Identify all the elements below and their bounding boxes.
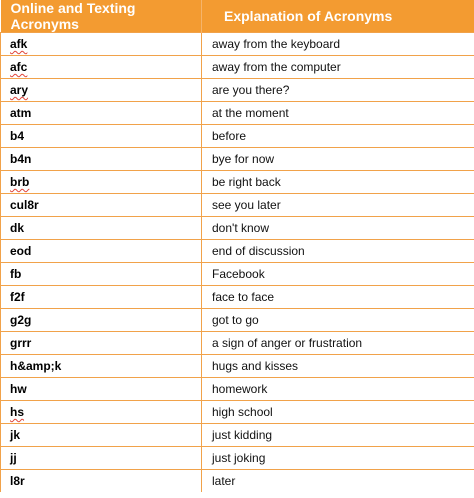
explanation-text: see you later — [212, 198, 281, 212]
acronym-cell — [1, 125, 202, 148]
explanation-text: don't know — [212, 221, 269, 235]
table-row — [1, 148, 474, 171]
table-row — [1, 79, 474, 102]
acronym-text: jj — [10, 451, 17, 465]
explanation-text: a sign of anger or frustration — [212, 336, 363, 350]
acronym-cell — [1, 309, 202, 332]
explanation-cell — [202, 56, 474, 79]
acronym-text: brb — [10, 175, 30, 189]
explanation-cell — [202, 79, 474, 102]
table-row — [1, 125, 474, 148]
acronym-cell — [1, 79, 202, 102]
acronym-text: grrr — [10, 336, 32, 350]
explanation-text: later — [212, 474, 236, 488]
acronym-cell — [1, 470, 202, 493]
acronym-text: g2g — [10, 313, 32, 327]
acronym-text: eod — [10, 244, 32, 258]
acronym-text: afc — [10, 60, 28, 74]
table-row — [1, 33, 474, 56]
acronym-text: hw — [10, 382, 27, 396]
acronym-cell — [1, 148, 202, 171]
acronym-text: b4 — [10, 129, 25, 143]
acronym-text: f2f — [10, 290, 25, 304]
table-row — [1, 401, 474, 424]
acronym-cell — [1, 332, 202, 355]
acronym-text: h&amp;k — [10, 359, 62, 373]
acronym-cell — [1, 401, 202, 424]
explanation-cell — [202, 424, 474, 447]
explanation-text: end of discussion — [212, 244, 305, 258]
explanation-cell — [202, 263, 474, 286]
table-row — [1, 355, 474, 378]
table-row — [1, 240, 474, 263]
table-row — [1, 56, 474, 79]
acronym-cell — [1, 171, 202, 194]
explanation-cell — [202, 332, 474, 355]
acronym-cell — [1, 194, 202, 217]
explanation-text: away from the computer — [212, 60, 341, 74]
explanation-text: before — [212, 129, 247, 143]
table-body — [1, 33, 474, 493]
acronym-text: hs — [10, 405, 25, 419]
acronym-text: ary — [10, 83, 29, 97]
explanation-cell — [202, 171, 474, 194]
table-row — [1, 378, 474, 401]
acronym-text: b4n — [10, 152, 32, 166]
explanation-text: are you there? — [212, 83, 290, 97]
acronym-cell — [1, 56, 202, 79]
explanation-cell — [202, 401, 474, 424]
table-row — [1, 286, 474, 309]
explanation-cell — [202, 447, 474, 470]
table-row — [1, 424, 474, 447]
acronym-cell — [1, 217, 202, 240]
explanation-cell — [202, 240, 474, 263]
explanation-cell — [202, 470, 474, 493]
acronym-text: jk — [10, 428, 21, 442]
acronym-text: cul8r — [10, 198, 39, 212]
explanation-cell — [202, 148, 474, 171]
explanation-text: at the moment — [212, 106, 289, 120]
table-row — [1, 470, 474, 493]
table-header-row — [1, 0, 474, 33]
acronym-cell — [1, 286, 202, 309]
acronym-cell — [1, 355, 202, 378]
acronym-text: l8r — [10, 474, 25, 488]
explanation-cell — [202, 194, 474, 217]
explanation-cell — [202, 355, 474, 378]
acronym-cell — [1, 263, 202, 286]
explanation-cell — [202, 309, 474, 332]
acronym-text: afk — [10, 37, 28, 51]
explanation-text: be right back — [212, 175, 281, 189]
explanation-cell — [202, 217, 474, 240]
acronym-cell — [1, 102, 202, 125]
table-row — [1, 332, 474, 355]
acronym-cell — [1, 240, 202, 263]
acronym-text: fb — [10, 267, 22, 281]
explanation-cell — [202, 286, 474, 309]
table-row — [1, 194, 474, 217]
table-row — [1, 171, 474, 194]
table-row — [1, 263, 474, 286]
acronym-text: dk — [10, 221, 25, 235]
explanation-cell — [202, 33, 474, 56]
explanation-text: just joking — [212, 451, 266, 465]
explanation-text: got to go — [212, 313, 259, 327]
acronym-cell — [1, 424, 202, 447]
explanation-cell — [202, 378, 474, 401]
acronym-cell — [1, 447, 202, 470]
explanation-text: high school — [212, 405, 273, 419]
table-row — [1, 309, 474, 332]
acronym-text: atm — [10, 106, 32, 120]
explanation-text: bye for now — [212, 152, 275, 166]
explanation-cell — [202, 102, 474, 125]
explanation-text: homework — [212, 382, 268, 396]
acronym-cell — [1, 378, 202, 401]
explanation-text: away from the keyboard — [212, 37, 341, 51]
column-header-acronyms: Online and Texting Acronyms — [1, 0, 202, 33]
column-header-explanation: Explanation of Acronyms — [202, 0, 474, 33]
explanation-text: face to face — [212, 290, 275, 304]
explanation-text: just kidding — [212, 428, 273, 442]
table-row — [1, 447, 474, 470]
explanation-cell — [202, 125, 474, 148]
explanation-text: hugs and kisses — [212, 359, 299, 373]
explanation-text: Facebook — [212, 267, 265, 281]
acronym-cell — [1, 33, 202, 56]
table-row — [1, 102, 474, 125]
table-row — [1, 217, 474, 240]
